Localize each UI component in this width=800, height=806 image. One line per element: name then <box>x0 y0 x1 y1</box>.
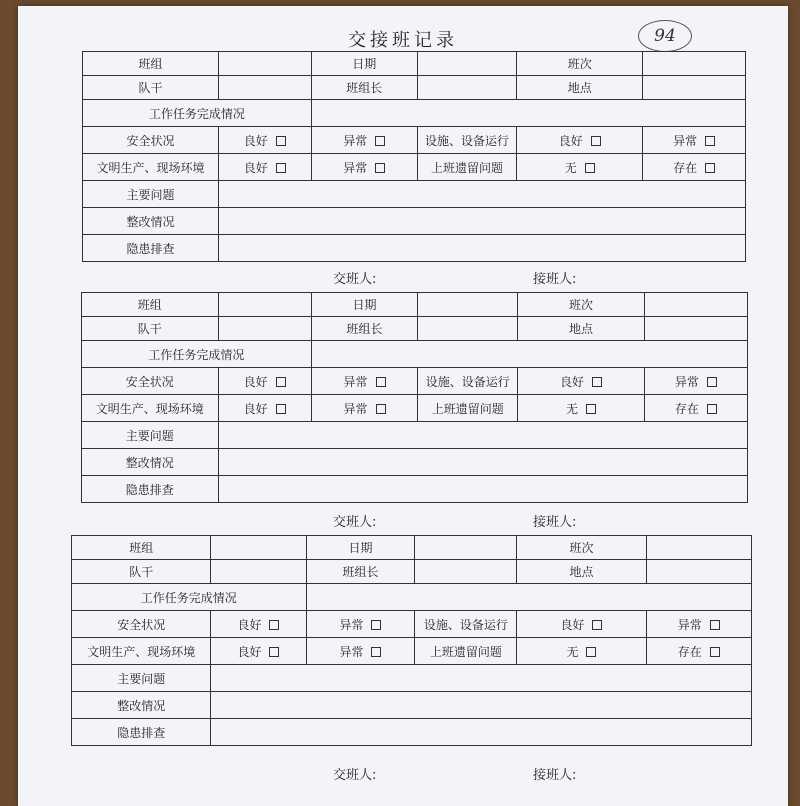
row-squad <box>83 76 746 100</box>
rectification-field[interactable] <box>211 692 752 719</box>
civil-good-option[interactable] <box>218 154 311 181</box>
row-task-status <box>83 100 746 127</box>
shift-field[interactable] <box>646 536 751 560</box>
checkbox[interactable] <box>376 377 386 387</box>
option-label: 无 <box>564 160 577 175</box>
label-hazard-check: 隐患排查 <box>72 719 211 746</box>
option-label: 异常 <box>343 401 368 416</box>
checkbox[interactable] <box>707 377 717 387</box>
label-main-problems: 主要问题 <box>82 422 219 449</box>
task-status-field[interactable] <box>306 584 751 611</box>
checkbox[interactable] <box>585 163 595 173</box>
row-squad <box>72 560 752 584</box>
shift-field[interactable] <box>643 52 746 76</box>
team-leader-field[interactable] <box>418 317 518 341</box>
option-label: 存在 <box>674 401 699 416</box>
team-leader-field[interactable] <box>417 76 516 100</box>
label-location: 地点 <box>517 76 643 100</box>
handover-person-label: 交班人: <box>333 515 377 530</box>
issues-exists-option[interactable] <box>643 154 746 181</box>
label-date: 日期 <box>311 52 417 76</box>
rectification-field[interactable] <box>218 449 747 476</box>
team-field[interactable] <box>218 52 311 76</box>
squad-field[interactable] <box>218 317 311 341</box>
handwritten-page-number: 94 <box>638 20 692 52</box>
date-field[interactable] <box>418 293 518 317</box>
row-main-problems <box>72 665 752 692</box>
location-field[interactable] <box>643 76 746 100</box>
option-label: 良好 <box>559 374 584 389</box>
option-label: 良好 <box>243 160 268 175</box>
location-field[interactable] <box>644 317 747 341</box>
equipment-abnormal-option[interactable] <box>643 127 746 154</box>
checkbox[interactable] <box>710 620 720 630</box>
row-task-status <box>82 341 748 368</box>
option-label: 良好 <box>237 644 262 659</box>
label-equipment-operation: 设施、设备运行 <box>415 611 517 638</box>
label-location: 地点 <box>518 317 645 341</box>
location-field[interactable] <box>646 560 751 584</box>
label-shift: 班次 <box>517 536 646 560</box>
safety-good-option[interactable] <box>211 611 306 638</box>
row-squad <box>82 317 748 341</box>
rectification-field[interactable] <box>218 208 745 235</box>
option-label: 异常 <box>673 133 698 148</box>
safety-good-option[interactable] <box>218 368 311 395</box>
label-safety-status: 安全状况 <box>72 611 211 638</box>
checkbox[interactable] <box>592 377 602 387</box>
receiver-person-label: 接班人: <box>533 768 577 783</box>
option-label: 异常 <box>677 617 702 632</box>
option-label: 无 <box>565 401 578 416</box>
label-hazard-check: 隐患排查 <box>82 476 219 503</box>
label-team: 班组 <box>72 536 211 560</box>
hazard-check-field[interactable] <box>211 719 752 746</box>
row-task-status <box>72 584 752 611</box>
label-location: 地点 <box>517 560 646 584</box>
checkbox[interactable] <box>710 647 720 657</box>
row-main-problems <box>82 422 748 449</box>
row-team <box>82 293 748 317</box>
label-rectification: 整改情况 <box>83 208 219 235</box>
label-task-status: 工作任务完成情况 <box>72 584 307 611</box>
checkbox[interactable] <box>586 404 596 414</box>
checkbox[interactable] <box>375 136 385 146</box>
hazard-check-field[interactable] <box>218 476 747 503</box>
row-rectification <box>82 449 748 476</box>
row-civil-production <box>83 154 746 181</box>
option-label: 良好 <box>558 133 583 148</box>
equipment-good-option[interactable] <box>518 368 645 395</box>
row-civil-production <box>72 638 752 665</box>
label-team-leader: 班组长 <box>311 317 418 341</box>
checkbox[interactable] <box>276 377 286 387</box>
civil-abnormal-option[interactable] <box>306 638 415 665</box>
label-main-problems: 主要问题 <box>83 181 219 208</box>
safety-abnormal-option[interactable] <box>306 611 415 638</box>
label-hazard-check: 隐患排查 <box>83 235 219 262</box>
label-rectification: 整改情况 <box>82 449 219 476</box>
label-rectification: 整改情况 <box>72 692 211 719</box>
equipment-good-option[interactable] <box>517 127 643 154</box>
date-field[interactable] <box>415 536 517 560</box>
label-main-problems: 主要问题 <box>72 665 211 692</box>
page-title: 交接班记录 <box>348 30 458 51</box>
hazard-check-field[interactable] <box>218 235 745 262</box>
issues-exists-option[interactable] <box>646 638 751 665</box>
label-date: 日期 <box>311 293 418 317</box>
receiver-person-label: 接班人: <box>533 515 577 530</box>
issues-none-option[interactable] <box>518 395 645 422</box>
label-equipment-operation: 设施、设备运行 <box>418 368 518 395</box>
safety-abnormal-option[interactable] <box>311 127 417 154</box>
label-previous-issues: 上班遗留问题 <box>417 154 516 181</box>
option-label: 存在 <box>677 644 702 659</box>
label-civil-production: 文明生产、现场环境 <box>82 395 219 422</box>
label-task-status: 工作任务完成情况 <box>83 100 312 127</box>
row-hazard-check <box>83 235 746 262</box>
civil-abnormal-option[interactable] <box>311 395 418 422</box>
equipment-abnormal-option[interactable] <box>646 611 751 638</box>
team-field[interactable] <box>211 536 306 560</box>
task-status-field[interactable] <box>311 100 745 127</box>
option-label: 良好 <box>243 401 268 416</box>
label-squad: 队干 <box>72 560 211 584</box>
squad-field[interactable] <box>211 560 306 584</box>
option-label: 存在 <box>673 160 698 175</box>
shift-field[interactable] <box>644 293 747 317</box>
option-label: 异常 <box>339 617 364 632</box>
handover-record-table <box>81 292 748 503</box>
label-date: 日期 <box>306 536 415 560</box>
civil-good-option[interactable] <box>211 638 306 665</box>
issues-none-option[interactable] <box>517 154 643 181</box>
label-safety-status: 安全状况 <box>83 127 219 154</box>
checkbox[interactable] <box>375 163 385 173</box>
checkbox[interactable] <box>276 163 286 173</box>
record-block-1 <box>82 51 746 262</box>
checkbox[interactable] <box>591 136 601 146</box>
label-safety-status: 安全状况 <box>82 368 219 395</box>
label-previous-issues: 上班遗留问题 <box>415 638 517 665</box>
checkbox[interactable] <box>376 404 386 414</box>
label-task-status: 工作任务完成情况 <box>82 341 312 368</box>
team-field[interactable] <box>218 293 311 317</box>
label-equipment-operation: 设施、设备运行 <box>417 127 516 154</box>
checkbox[interactable] <box>269 647 279 657</box>
option-label: 良好 <box>560 617 585 632</box>
equipment-good-option[interactable] <box>517 611 646 638</box>
checkbox[interactable] <box>371 620 381 630</box>
safety-abnormal-option[interactable] <box>311 368 418 395</box>
row-hazard-check <box>72 719 752 746</box>
label-team-leader: 班组长 <box>306 560 415 584</box>
label-civil-production: 文明生产、现场环境 <box>83 154 219 181</box>
main-problems-field[interactable] <box>218 422 747 449</box>
checkbox[interactable] <box>705 163 715 173</box>
receiver-person-label: 接班人: <box>533 272 577 287</box>
squad-field[interactable] <box>218 76 311 100</box>
label-squad: 队干 <box>83 76 219 100</box>
option-label: 异常 <box>339 644 364 659</box>
label-shift: 班次 <box>518 293 645 317</box>
checkbox[interactable] <box>371 647 381 657</box>
label-team-leader: 班组长 <box>311 76 417 100</box>
handover-person-label: 交班人: <box>333 272 377 287</box>
row-rectification <box>83 208 746 235</box>
option-label: 良好 <box>237 617 262 632</box>
row-rectification <box>72 692 752 719</box>
row-safety <box>72 611 752 638</box>
row-team <box>83 52 746 76</box>
row-safety <box>83 127 746 154</box>
record-block-3 <box>71 535 752 746</box>
label-shift: 班次 <box>517 52 643 76</box>
checkbox[interactable] <box>586 647 596 657</box>
checkbox[interactable] <box>705 136 715 146</box>
handover-person-label: 交班人: <box>333 768 377 783</box>
task-status-field[interactable] <box>311 341 747 368</box>
checkbox[interactable] <box>592 620 602 630</box>
record-block-2 <box>81 292 748 503</box>
handover-record-table <box>82 51 746 262</box>
label-previous-issues: 上班遗留问题 <box>418 395 518 422</box>
checkbox[interactable] <box>276 404 286 414</box>
checkbox[interactable] <box>276 136 286 146</box>
issues-none-option[interactable] <box>517 638 646 665</box>
label-squad: 队干 <box>82 317 219 341</box>
row-safety <box>82 368 748 395</box>
label-team: 班组 <box>83 52 219 76</box>
safety-good-option[interactable] <box>218 127 311 154</box>
civil-good-option[interactable] <box>218 395 311 422</box>
civil-abnormal-option[interactable] <box>311 154 417 181</box>
row-main-problems <box>83 181 746 208</box>
row-team <box>72 536 752 560</box>
equipment-abnormal-option[interactable] <box>644 368 747 395</box>
option-label: 良好 <box>243 374 268 389</box>
paper-sheet <box>18 6 788 806</box>
option-label: 异常 <box>674 374 699 389</box>
row-hazard-check <box>82 476 748 503</box>
issues-exists-option[interactable] <box>644 395 747 422</box>
option-label: 异常 <box>343 374 368 389</box>
date-field[interactable] <box>417 52 516 76</box>
option-label: 无 <box>566 644 579 659</box>
team-leader-field[interactable] <box>415 560 517 584</box>
checkbox[interactable] <box>269 620 279 630</box>
row-civil-production <box>82 395 748 422</box>
label-civil-production: 文明生产、现场环境 <box>72 638 211 665</box>
handover-record-table <box>71 535 752 746</box>
option-label: 异常 <box>343 160 368 175</box>
main-problems-field[interactable] <box>211 665 752 692</box>
option-label: 异常 <box>343 133 368 148</box>
label-team: 班组 <box>82 293 219 317</box>
main-problems-field[interactable] <box>218 181 745 208</box>
checkbox[interactable] <box>707 404 717 414</box>
option-label: 良好 <box>243 133 268 148</box>
